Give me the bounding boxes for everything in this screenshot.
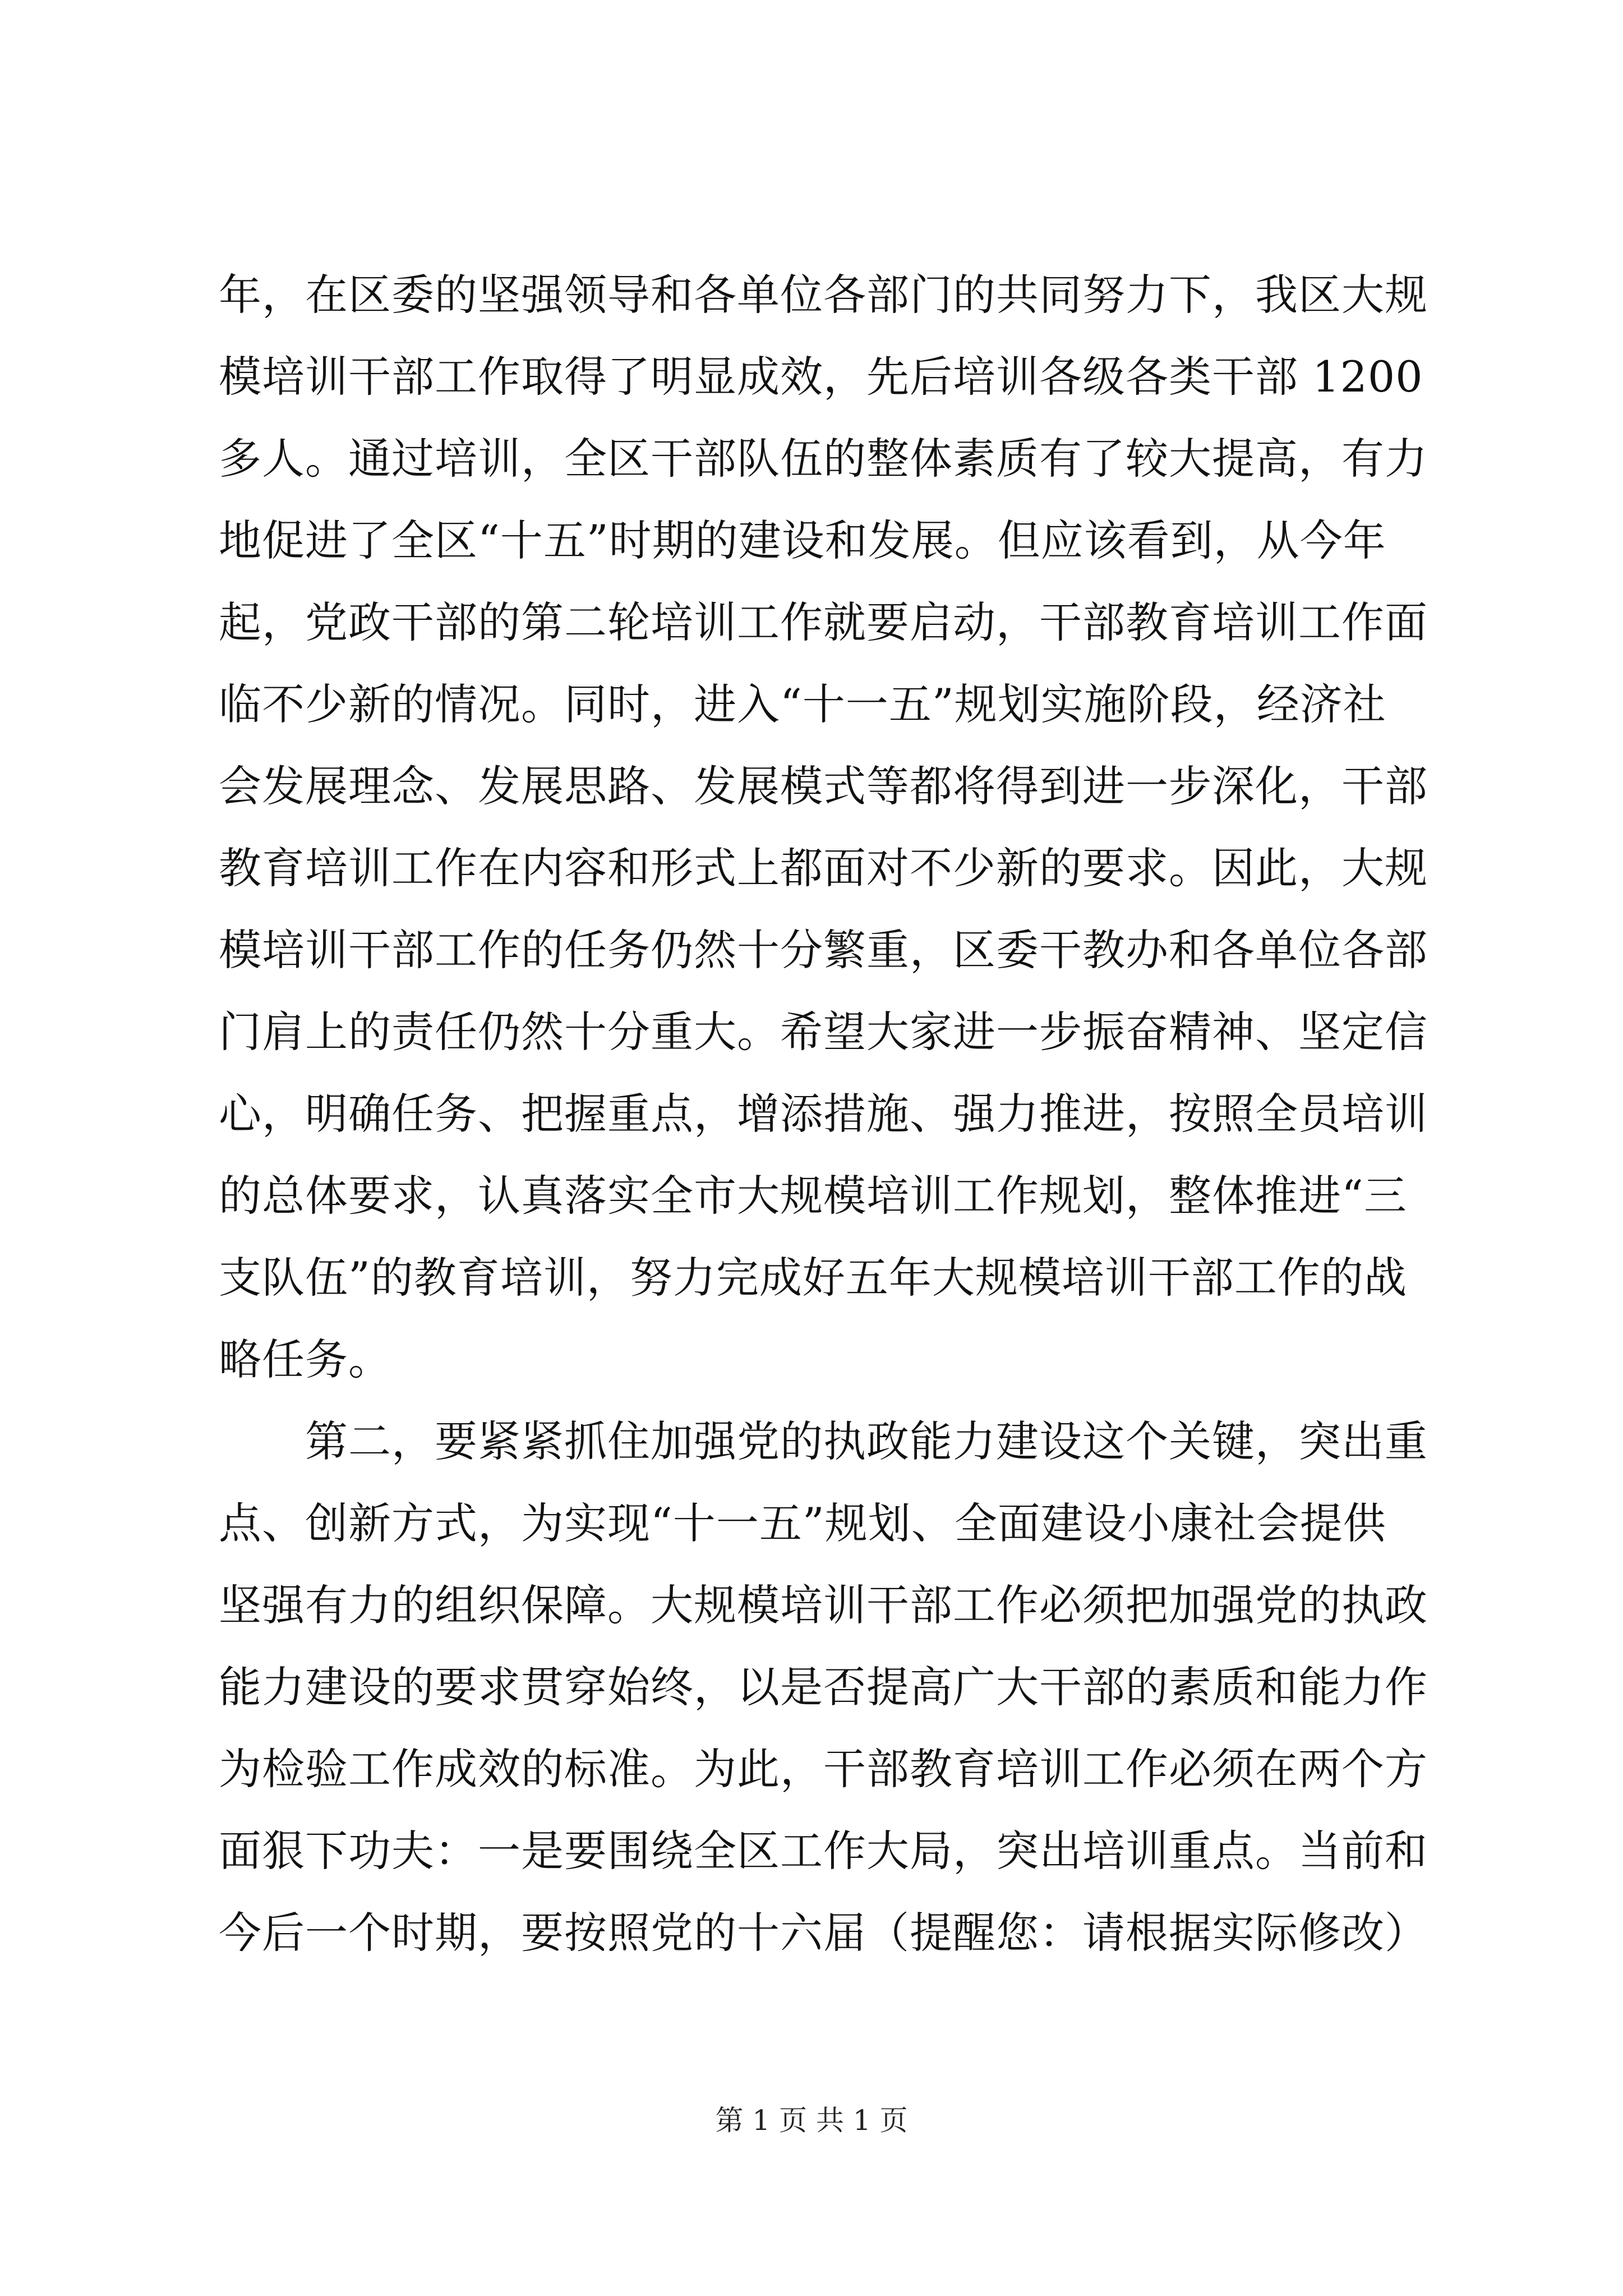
text-line: 能力建设的要求贯穿始终，以是否提高广大干部的素质和能力作 (219, 1662, 1428, 1712)
text-line: 支队伍”的教育培训，努力完成好五年大规模培训干部工作的战 (219, 1253, 1407, 1303)
text-line: 教育培训工作在内容和形式上都面对不少新的要求。因此，大规 (219, 843, 1428, 893)
text-line: 会发展理念、发展思路、发展模式等都将得到进一步深化，干部 (219, 761, 1428, 811)
paragraph-start-line: 第二，要紧紧抓住加强党的执政能力建设这个关键，突出重 (219, 1416, 1428, 1466)
text-line: 心，明确任务、把握重点，增添措施、强力推进，按照全员培训 (219, 1089, 1428, 1139)
text-line: 临不少新的情况。同时，进入“十一五”规划实施阶段，经济社 (219, 679, 1386, 729)
text-line: 模培训干部工作取得了明显成效，先后培训各级各类干部 1200 (219, 352, 1423, 402)
text-line: 起，党政干部的第二轮培训工作就要启动，干部教育培训工作面 (219, 597, 1428, 647)
text-line: 地促进了全区“十五”时期的建设和发展。但应该看到，从今年 (219, 516, 1386, 565)
text-line: 模培训干部工作的任务仍然十分繁重，区委干教办和各单位各部 (219, 925, 1428, 975)
text-line: 点、创新方式，为实现“十一五”规划、全面建设小康社会提供 (219, 1498, 1386, 1548)
text-line: 坚强有力的组织保障。大规模培训干部工作必须把加强党的执政 (219, 1580, 1428, 1630)
text-line: 今后一个时期，要按照党的十六届（提醒您：请根据实际修改） (219, 1908, 1428, 1958)
page-number-footer: 第 1 页 共 1 页 (715, 2104, 908, 2137)
text-line: 门肩上的责任仍然十分重大。希望大家进一步振奋精神、坚定信 (219, 1007, 1428, 1057)
text-line: 面狠下功夫：一是要围绕全区工作大局，突出培训重点。当前和 (219, 1826, 1428, 1876)
text-line: 多人。通过培训，全区干部队伍的整体素质有了较大提高，有力 (219, 434, 1428, 484)
text-line: 的总体要求，认真落实全市大规模培训工作规划，整体推进“三 (219, 1171, 1407, 1221)
text-line: 略任务。 (219, 1335, 391, 1384)
text-line: 年，在区委的坚强领导和各单位各部门的共同努力下，我区大规 (219, 270, 1428, 320)
text-line: 为检验工作成效的标准。为此，干部教育培训工作必须在两个方 (219, 1744, 1428, 1794)
